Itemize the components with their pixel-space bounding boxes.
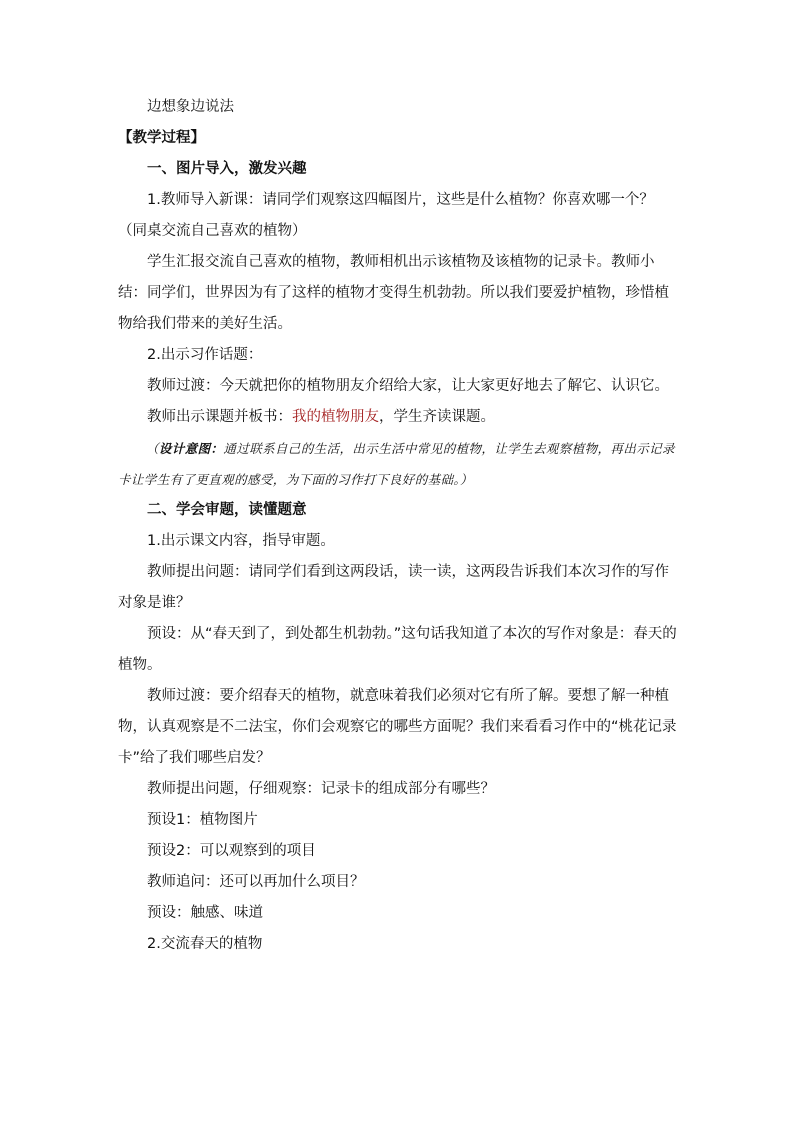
note-open-paren: （ <box>146 441 159 456</box>
design-intent-text: 通过联系自己的生活，出示生活中常见的植物，让学生去观察植物，再出示记录卡让学生有了更直观的感受，为下面的习作打下良好的基础。） <box>118 441 675 487</box>
section2-paragraph-9: 预设：触感、味道 <box>147 905 263 921</box>
section1-paragraph-4: 教师过渡：今天就把你的植物朋友介绍给大家，让大家更好地去了解它、认识它。 <box>147 378 669 394</box>
board-writing-suffix: ，学生齐读课题。 <box>379 409 495 425</box>
section2-paragraph-10: 2.交流春天的植物 <box>147 936 263 952</box>
section2-paragraph-1: 1.出示课文内容，指导审题。 <box>147 533 335 549</box>
design-intent-label: 设计意图： <box>158 441 224 456</box>
design-intent-note <box>118 433 678 495</box>
section1-paragraph-2: 学生汇报交流自己喜欢的植物，教师相机出示该植物及该植物的记录卡。教师小结：同学们，世界因为有了这样的植物才变得生机勃勃。所以我们要爱护植物，珍惜植物给我们带来的美好生活。 <box>118 254 669 332</box>
section2-paragraph-7: 预设2：可以观察到的项目 <box>147 843 316 859</box>
section1-paragraph-5 <box>118 402 678 433</box>
section2-paragraph-3: 预设：从“春天到了，到处都生机勃勃。”这句话我知道了本次的写作对象是：春天的植物。 <box>118 626 677 673</box>
process-title: 【教学过程】 <box>118 130 205 146</box>
section1-paragraph-3: 2.出示习作话题： <box>147 347 263 363</box>
lesson-title-highlight: 我的植物朋友 <box>292 409 379 425</box>
section2-title: 二、学会审题，读懂题意 <box>147 502 307 518</box>
heading-line: 边想象边说法 <box>147 99 234 115</box>
section2-paragraph-2: 教师提出问题：请同学们看到这两段话，读一读，这两段告诉我们本次习作的写作对象是谁？ <box>118 564 669 611</box>
section2-paragraph-8: 教师追问：还可以再加什么项目？ <box>147 874 365 890</box>
section2-paragraph-5: 教师提出问题，仔细观察：记录卡的组成部分有哪些？ <box>147 781 495 797</box>
section2-paragraph-6: 预设1：植物图片 <box>147 812 258 828</box>
section2-paragraph-4: 教师过渡：要介绍春天的植物，就意味着我们必须对它有所了解。要想了解一种植物，认真观察是不二法宝，你们会观察它的哪些方面呢？我们来看看习作中的“桃花记录卡”给了我们哪些启发？ <box>118 688 677 766</box>
section1-title: 一、图片导入，激发兴趣 <box>147 161 307 177</box>
document-page <box>118 92 678 960</box>
board-writing-prefix: 教师出示课题并板书： <box>147 409 292 425</box>
section1-paragraph-1: 1.教师导入新课：请同学们观察这四幅图片，这些是什么植物？你喜欢哪一个？（同桌交流自己喜欢的植物） <box>118 192 654 239</box>
